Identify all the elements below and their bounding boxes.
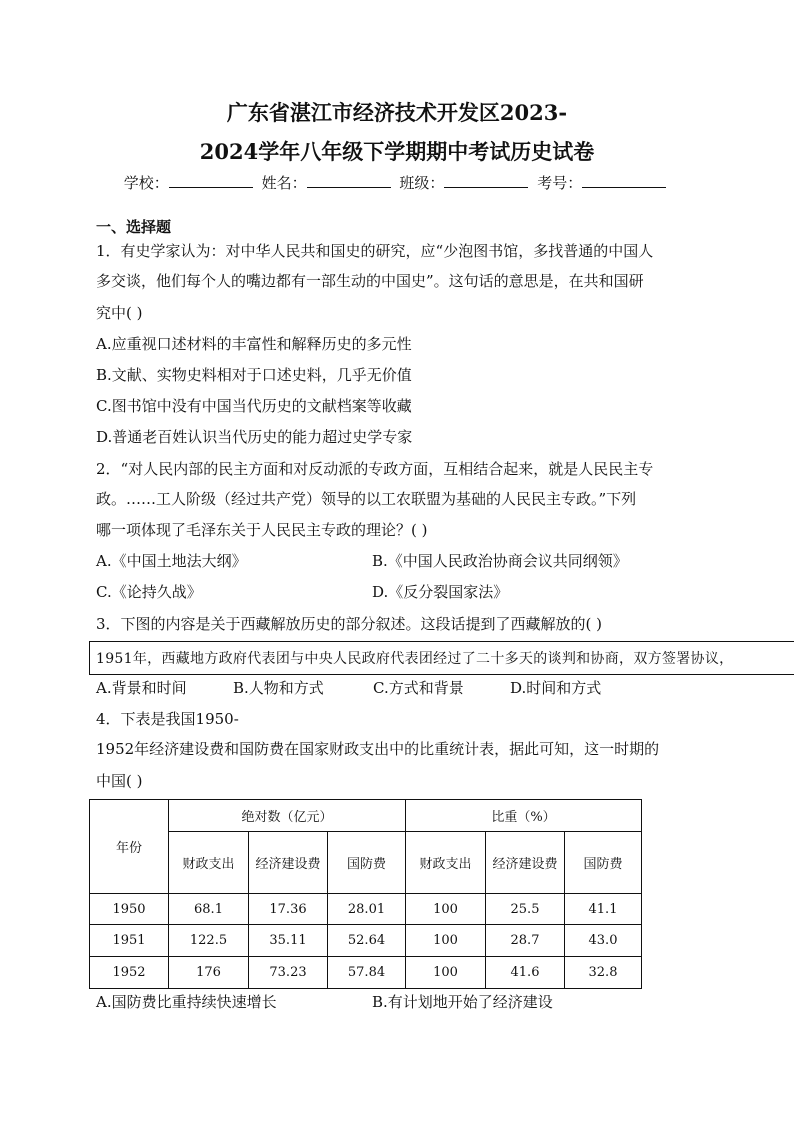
q2-option-d: D.《反分裂国家法》 <box>372 583 509 601</box>
table-cell: 28.7 <box>486 925 565 957</box>
table-cell: 28.01 <box>328 894 406 925</box>
q4-stem-line1: 4．下表是我国1950- <box>96 710 239 728</box>
q3-quote-text: 1951年，西藏地方政府代表团与中央人民政府代表团经过了二十多天的谈判和协商，双方签署协议， <box>96 651 734 667</box>
table-cell: 43.0 <box>565 925 642 957</box>
q1-stem-line2: 多交谈，他们每个人的嘴边都有一部生动的中国史”。这句话的意思是，在共和国研 <box>96 272 644 290</box>
table-row <box>90 957 642 989</box>
q4-stem-line2: 1952年经济建设费和国防费在国家财政支出中的比重统计表，据此可知，这一时期的 <box>96 740 660 758</box>
name-label: 姓名： <box>261 174 307 192</box>
q4-option-a: A.国防费比重持续快速增长 <box>96 993 277 1011</box>
exam-number-blank[interactable] <box>582 173 666 188</box>
q3-option-d: D.时间和方式 <box>510 679 602 697</box>
table-cell: 25.5 <box>486 894 565 925</box>
q1-stem-line3: 究中( ) <box>96 304 143 322</box>
table-cell: 122.5 <box>169 925 249 957</box>
school-blank[interactable] <box>169 173 253 188</box>
table-cell: 57.84 <box>328 957 406 989</box>
q1-option-d: D.普通老百姓认识当代历史的能力超过史学专家 <box>96 428 413 446</box>
table-header-year: 年份 <box>90 800 169 894</box>
table-cell: 100 <box>406 894 486 925</box>
table-header-absolute: 绝对数（亿元） <box>169 800 406 832</box>
table-cell: 41.6 <box>486 957 565 989</box>
school-label: 学校： <box>123 174 169 192</box>
table-cell: 1952 <box>90 957 169 989</box>
table-cell: 176 <box>169 957 249 989</box>
class-label: 班级： <box>399 174 445 192</box>
q3-option-c: C.方式和背景 <box>373 679 464 697</box>
q2-option-c: C.《论持久战》 <box>96 583 202 601</box>
q1-option-b: B.文献、实物史料相对于口述史料，几乎无价值 <box>96 366 412 384</box>
section-title: 一、选择题 <box>96 218 172 236</box>
table-cell: 1950 <box>90 894 169 925</box>
q1-option-a: A.应重视口述材料的丰富性和解释历史的多元性 <box>96 335 412 353</box>
q2-stem-line3: 哪一项体现了毛泽东关于人民民主专政的理论？( ) <box>96 521 428 539</box>
exam-title-line1: 广东省湛江市经济技术开发区2023- <box>226 100 568 125</box>
table-subheader: 财政支出 <box>406 832 486 894</box>
q3-quote-box <box>89 641 794 675</box>
q4-stem-line3: 中国( ) <box>96 772 143 790</box>
table-row <box>90 925 642 957</box>
exam-number-label: 考号： <box>537 174 583 192</box>
class-blank[interactable] <box>444 173 528 188</box>
table-subheader: 国防费 <box>328 832 406 894</box>
student-info-fields <box>0 172 794 193</box>
q1-stem-line1: 1．有史学家认为：对中华人民共和国史的研究，应“少泡图书馆，多找普通的中国人 <box>96 242 654 260</box>
table-cell: 52.64 <box>328 925 406 957</box>
table-cell: 68.1 <box>169 894 249 925</box>
q2-stem-line2: 政。……工人阶级（经过共产党）领导的以工农联盟为基础的人民民主专政。”下列 <box>96 490 637 508</box>
table-cell: 41.1 <box>565 894 642 925</box>
table-cell: 100 <box>406 925 486 957</box>
table-cell: 32.8 <box>565 957 642 989</box>
q4-option-b: B.有计划地开始了经济建设 <box>372 993 553 1011</box>
table-subheader: 经济建设费 <box>249 832 328 894</box>
q2-stem-line1: 2．“对人民内部的民主方面和对反动派的专政方面，互相结合起来，就是人民民主专 <box>96 460 654 478</box>
table-subheader: 经济建设费 <box>486 832 565 894</box>
q3-option-a: A.背景和时间 <box>96 679 187 697</box>
table-cell: 73.23 <box>249 957 328 989</box>
q2-option-b: B.《中国人民政治协商会议共同纲领》 <box>372 552 628 570</box>
table-cell: 100 <box>406 957 486 989</box>
q2-option-a: A.《中国土地法大纲》 <box>96 552 247 570</box>
table-header-proportion: 比重（%） <box>406 800 642 832</box>
name-blank[interactable] <box>307 173 391 188</box>
q1-option-c: C.图书馆中没有中国当代历史的文献档案等收藏 <box>96 397 412 415</box>
table-cell: 17.36 <box>249 894 328 925</box>
table-subheader: 国防费 <box>565 832 642 894</box>
q3-option-b: B.人物和方式 <box>233 679 324 697</box>
table-subheader: 财政支出 <box>169 832 249 894</box>
q3-stem: 3．下图的内容是关于西藏解放历史的部分叙述。这段话提到了西藏解放的( ) <box>96 615 603 633</box>
table-row <box>90 894 642 925</box>
exam-title-line2: 2024学年八年级下学期期中考试历史试卷 <box>199 139 595 164</box>
finance-stats-table <box>89 799 642 989</box>
table-cell: 1951 <box>90 925 169 957</box>
table-cell: 35.11 <box>249 925 328 957</box>
